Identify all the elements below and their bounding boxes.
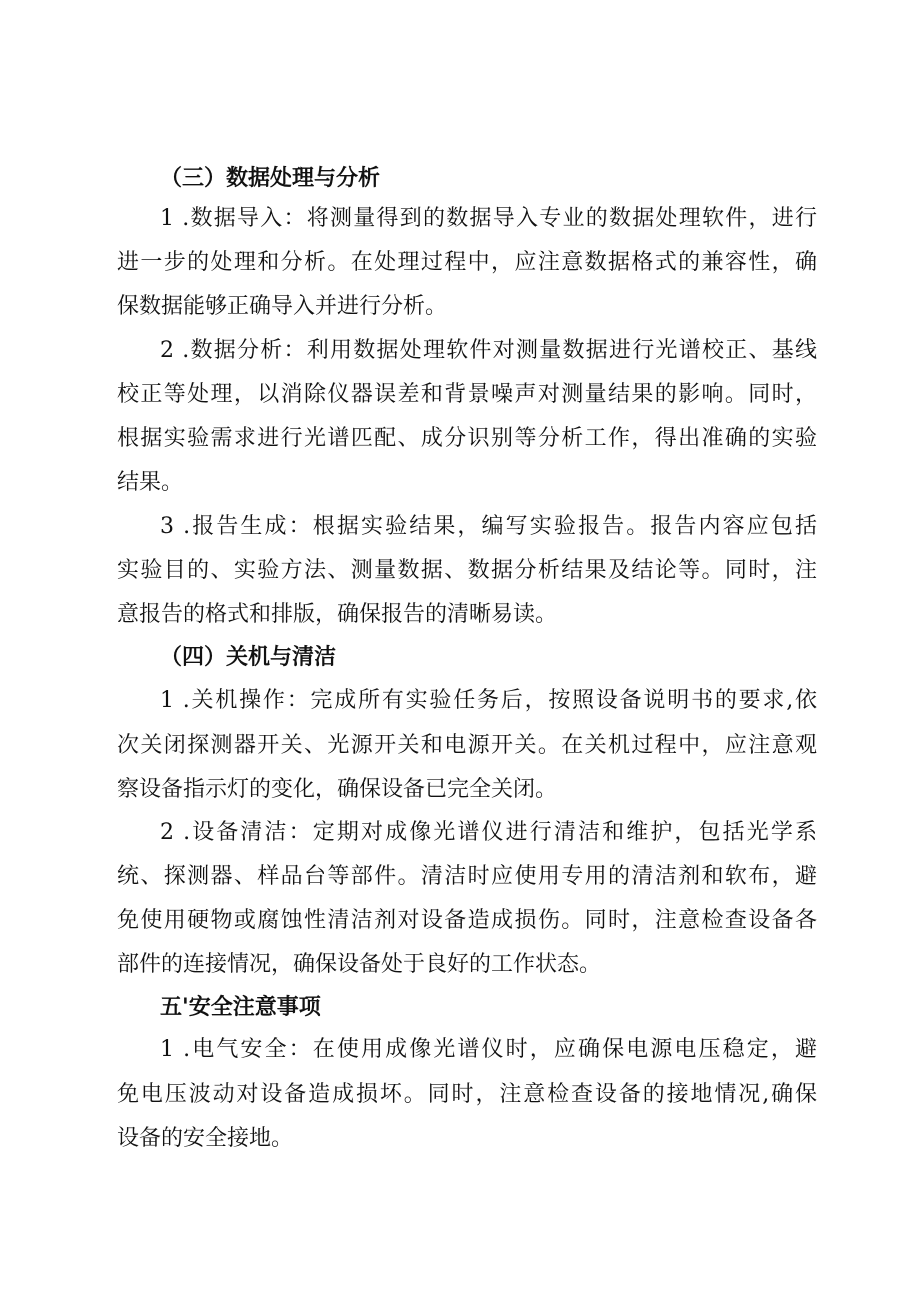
paragraph-line: 2 .设备清洁：定期对成像光谱仪进行清洁和维护，包括光学系 <box>160 820 817 845</box>
paragraph-line: 次关闭探测器开关、光源开关和电源开关。在关机过程中，应注意观 <box>117 733 817 758</box>
paragraph-line: 1 .数据导入：将测量得到的数据导入专业的数据处理软件，进行 <box>160 206 817 231</box>
paragraph-line: 免电压波动对设备造成损坏。同时，注意检查设备的接地情况,确保 <box>117 1082 817 1107</box>
paragraph-line: 结果。 <box>117 470 184 495</box>
paragraph-line: 2 .数据分析：利用数据处理软件对测量数据进行光谱校正、基线 <box>160 338 817 363</box>
section-heading-3: （三）数据处理与分析 <box>160 165 381 191</box>
paragraph-line: 设备的安全接地。 <box>117 1126 294 1151</box>
paragraph-line: 统、探测器、样品台等部件。清洁时应使用专用的清洁剂和软布，避 <box>117 864 817 889</box>
paragraph-line: 免使用硬物或腐蚀性清洁剂对设备造成损伤。同时，注意检查设备各 <box>117 908 817 933</box>
paragraph-line: 实验目的、实验方法、测量数据、数据分析结果及结论等。同时，注 <box>117 558 817 583</box>
paragraph-line: 1 .电气安全：在使用成像光谱仪时，应确保电源电压稳定，避 <box>160 1037 817 1062</box>
paragraph-line: 1 .关机操作：完成所有实验任务后，按照设备说明书的要求,依 <box>160 688 817 713</box>
paragraph-line: 3 .报告生成：根据实验结果，编写实验报告。报告内容应包括 <box>160 514 817 539</box>
paragraph-line: 进一步的处理和分析。在处理过程中，应注意数据格式的兼容性，确 <box>117 250 817 275</box>
paragraph-line: 部件的连接情况，确保设备处于良好的工作状态。 <box>117 952 602 977</box>
section-heading-4: （四）关机与清洁 <box>160 644 337 670</box>
paragraph-line: 意报告的格式和排版，确保报告的清晰易读。 <box>117 602 558 627</box>
paragraph-line: 察设备指示灯的变化，确保设备已完全关闭。 <box>117 777 558 802</box>
paragraph-line: 校正等处理，以消除仪器误差和背景噪声对测量结果的影响。同时， <box>117 382 817 407</box>
section-heading-5: 五'安全注意事项 <box>160 994 321 1020</box>
paragraph-line: 保数据能够正确导入并进行分析。 <box>117 294 448 319</box>
paragraph-line: 根据实验需求进行光谱匹配、成分识别等分析工作，得出准确的实验 <box>117 426 817 451</box>
